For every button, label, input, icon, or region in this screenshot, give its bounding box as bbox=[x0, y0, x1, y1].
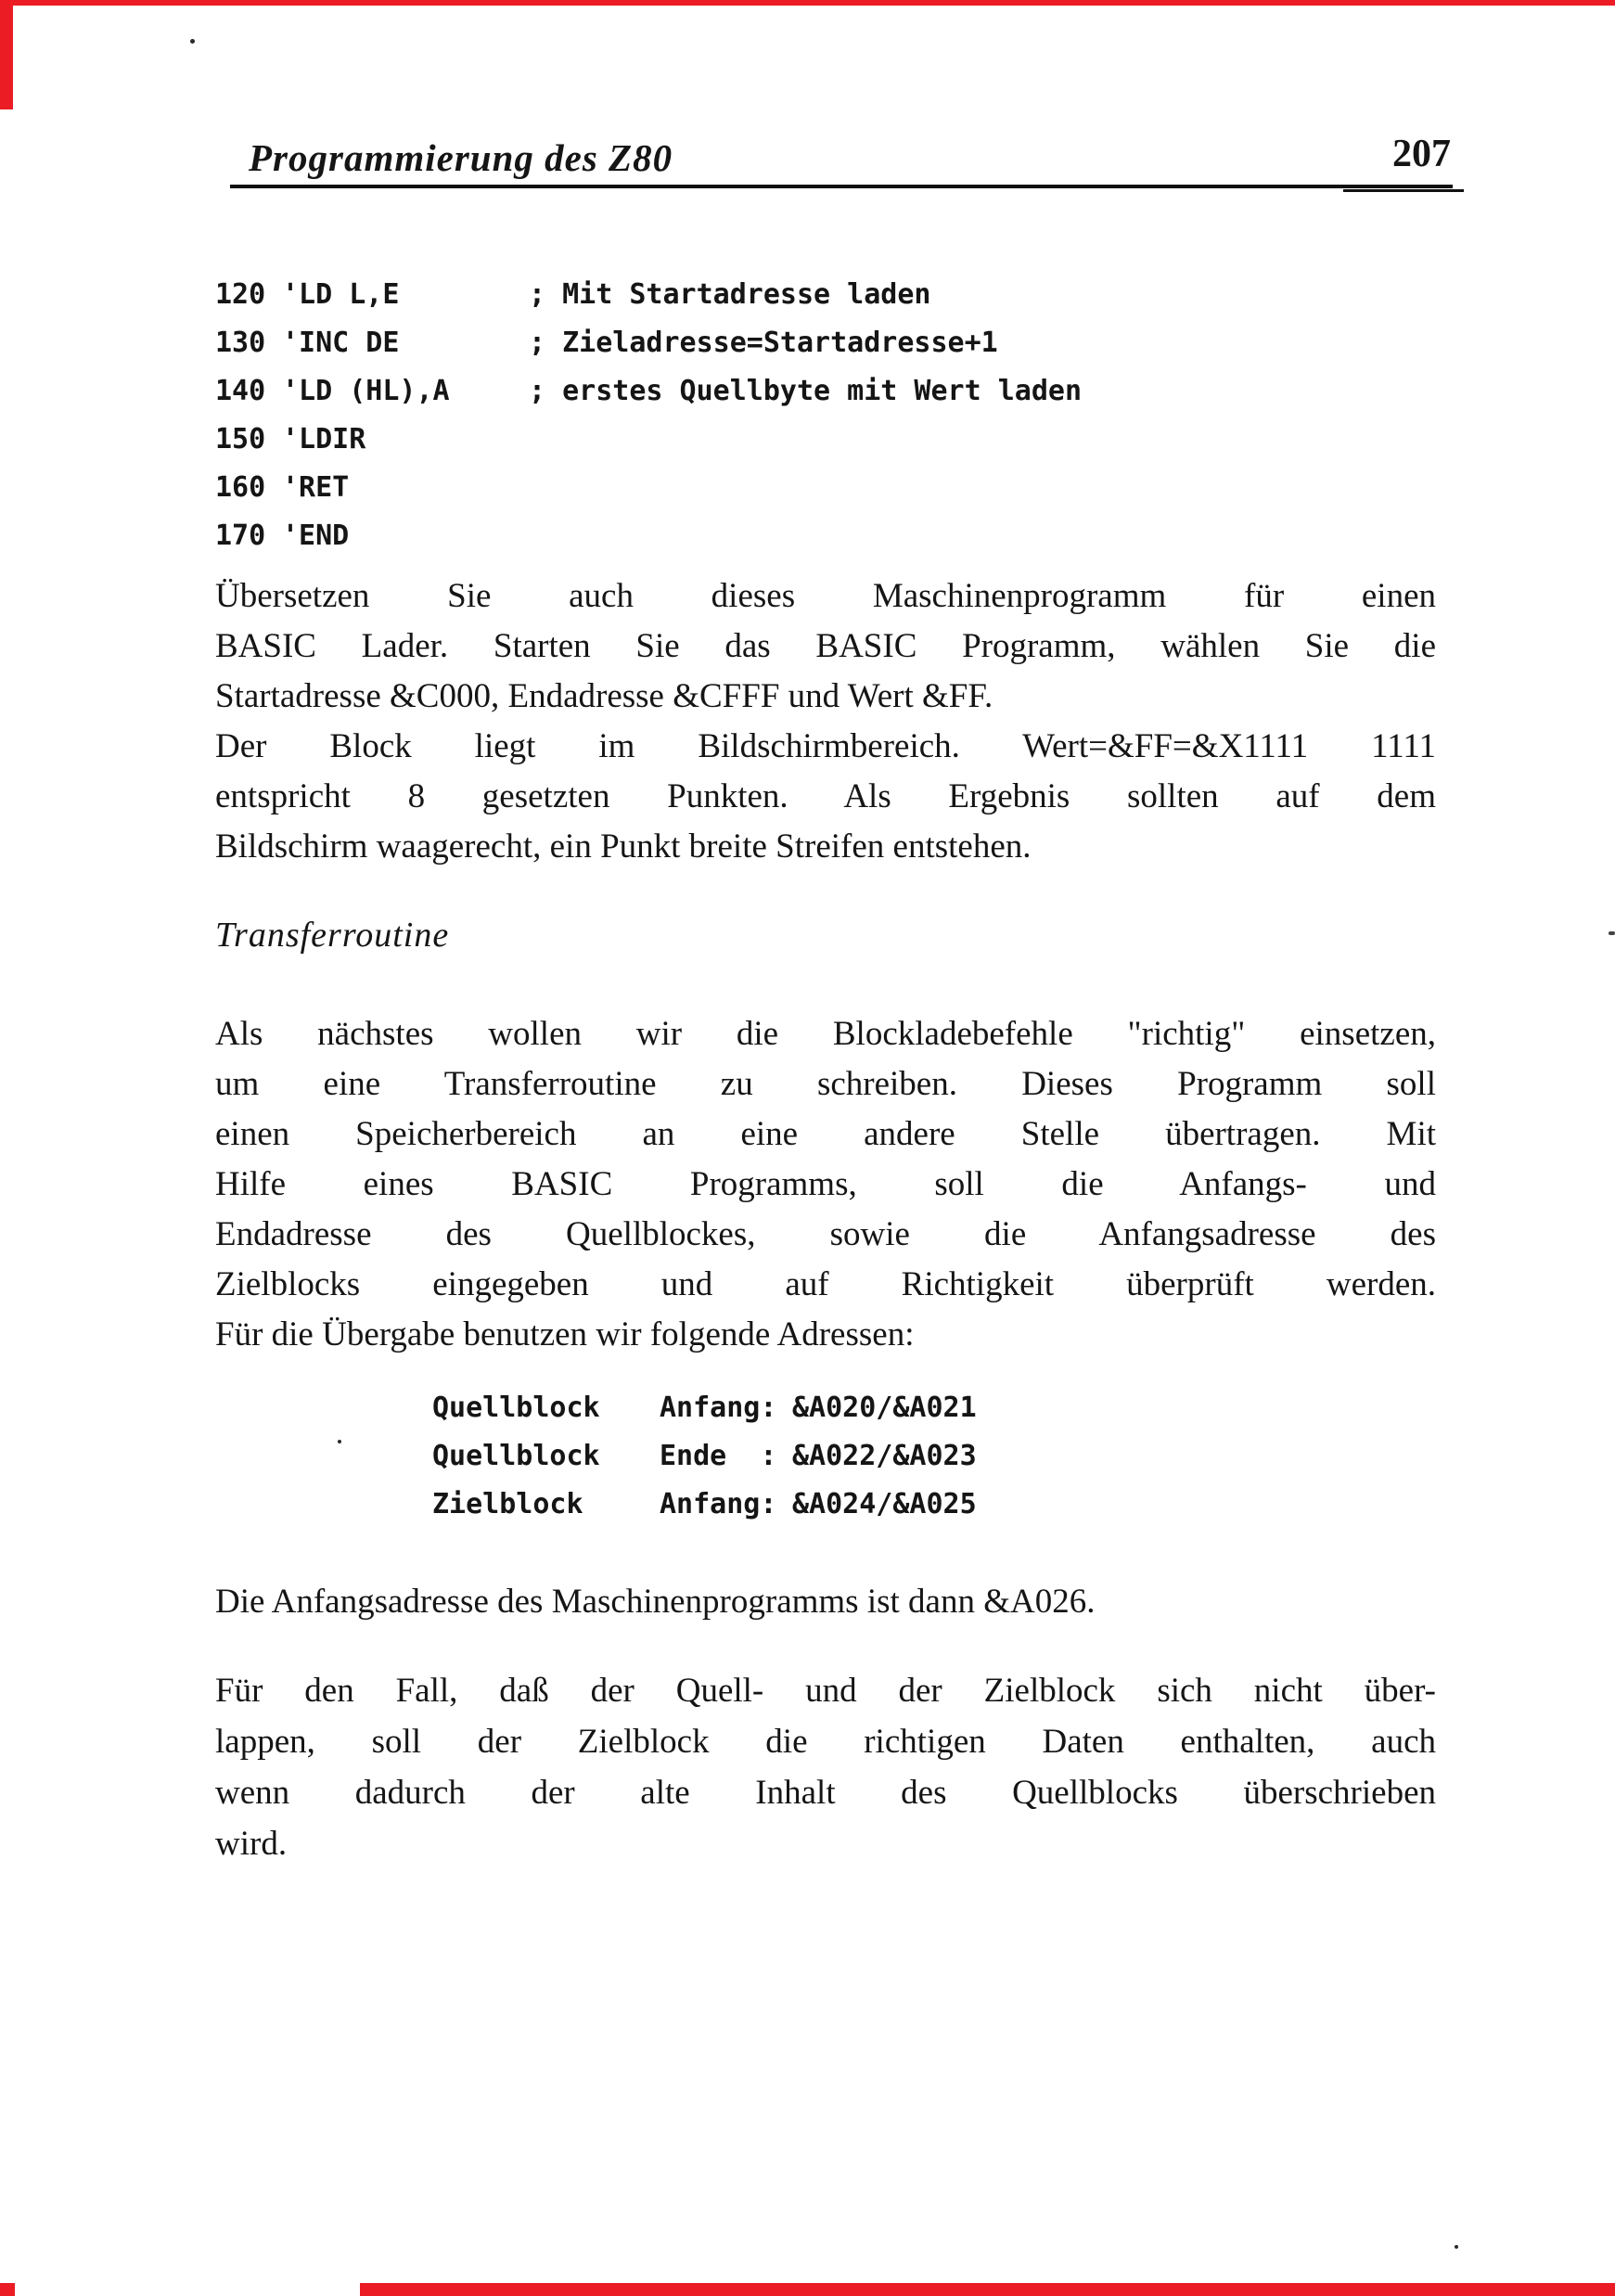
code-line bbox=[215, 416, 1082, 464]
code-line-number: 120 bbox=[215, 278, 266, 311]
paragraph-line: Für den Fall, daß der Quell- und der Zielblock sich nicht über- bbox=[215, 1672, 1436, 1710]
address-row bbox=[432, 1481, 977, 1529]
code-comment: ; erstes Quellbyte mit Wert laden bbox=[529, 375, 1083, 407]
scan-artifact-dot bbox=[1455, 2245, 1458, 2249]
code-instruction: 'LD L,E bbox=[282, 278, 400, 311]
paragraph-line: wenn dadurch der alte Inhalt des Quellblocks überschrieben bbox=[215, 1774, 1436, 1812]
code-instruction: 'END bbox=[282, 519, 350, 552]
scan-edge-left-red-bar bbox=[0, 0, 13, 109]
address-value: &A024/&A025 bbox=[792, 1488, 977, 1520]
section-heading-transferroutine: Transferroutine bbox=[215, 916, 450, 955]
code-line bbox=[215, 367, 1082, 416]
paragraph-uebersetzen bbox=[215, 571, 1436, 872]
code-listing bbox=[215, 271, 1082, 560]
code-comment: ; Zieladresse=Startadresse+1 bbox=[529, 327, 998, 359]
address-field-name: Ende : bbox=[660, 1440, 777, 1472]
paragraph-line: Startadresse &C000, Endadresse &CFFF und Wert &FF. bbox=[215, 677, 993, 715]
paragraph-fuer-den-fall bbox=[215, 1665, 1436, 1869]
scan-artifact-dash bbox=[1609, 931, 1615, 935]
code-instruction: 'RET bbox=[282, 471, 350, 504]
code-line-number: 130 bbox=[215, 327, 266, 359]
header-rule-page-number-underline bbox=[1343, 189, 1464, 192]
code-line-number: 140 bbox=[215, 375, 266, 407]
code-instruction: 'LDIR bbox=[282, 423, 366, 455]
paragraph-line: wird. bbox=[215, 1825, 288, 1863]
code-instruction: 'INC DE bbox=[282, 327, 400, 359]
address-block-label: Zielblock bbox=[432, 1488, 583, 1520]
code-line-number: 170 bbox=[215, 519, 266, 552]
scan-edge-bottom-red-strip bbox=[360, 2283, 1615, 2296]
code-line bbox=[215, 512, 1082, 560]
address-field-name: Anfang: bbox=[660, 1392, 777, 1424]
code-line bbox=[215, 319, 1082, 367]
code-line bbox=[215, 271, 1082, 319]
paragraph-line: entspricht 8 gesetzten Punkten. Als Ergebnis sollten auf dem bbox=[215, 777, 1436, 815]
address-value: &A020/&A021 bbox=[792, 1392, 977, 1424]
paragraph-line: lappen, soll der Zielblock die richtigen Daten enthalten, auch bbox=[215, 1723, 1436, 1761]
sentence-anfangsadresse: Die Anfangsadresse des Maschinenprogramms ist dann &A026. bbox=[215, 1583, 1096, 1621]
address-block-label: Quellblock bbox=[432, 1440, 600, 1472]
scan-artifact-dot bbox=[190, 39, 195, 44]
paragraph-line: Hilfe eines BASIC Programms, soll die Anfangs- und bbox=[215, 1165, 1436, 1203]
paragraph-line: um eine Transferroutine zu schreiben. Dieses Programm soll bbox=[215, 1065, 1436, 1103]
header-rule bbox=[230, 185, 1453, 188]
address-value: &A022/&A023 bbox=[792, 1440, 977, 1472]
address-table bbox=[432, 1384, 977, 1529]
scan-edge-top-red-strip bbox=[0, 0, 1615, 6]
paragraph-line: Bildschirm waagerecht, ein Punkt breite Streifen entstehen. bbox=[215, 827, 1032, 866]
paragraph-als-naechstes bbox=[215, 1009, 1436, 1360]
code-instruction: 'LD (HL),A bbox=[282, 375, 450, 407]
code-line bbox=[215, 464, 1082, 512]
scan-edge-bottom-left-red-mark bbox=[0, 2283, 15, 2296]
address-block-label: Quellblock bbox=[432, 1392, 600, 1424]
paragraph-line: Als nächstes wollen wir die Blockladebefehle "richtig" einsetzen, bbox=[215, 1015, 1436, 1053]
paragraph-line: BASIC Lader. Starten Sie das BASIC Programm, wählen Sie die bbox=[215, 627, 1436, 665]
code-line-number: 160 bbox=[215, 471, 266, 504]
paragraph-line: Übersetzen Sie auch dieses Maschinenprogramm für einen bbox=[215, 577, 1436, 615]
paragraph-line: Für die Übergabe benutzen wir folgende Adressen: bbox=[215, 1315, 915, 1353]
paragraph-line: Der Block liegt im Bildschirmbereich. Wert=&FF=&X1111 1111 bbox=[215, 727, 1436, 765]
code-line-number: 150 bbox=[215, 423, 266, 455]
code-comment: ; Mit Startadresse laden bbox=[529, 278, 931, 311]
paragraph-line: Endadresse des Quellblockes, sowie die Anfangsadresse des bbox=[215, 1215, 1436, 1253]
page-title: Programmierung des Z80 bbox=[249, 136, 673, 179]
scan-artifact-dot bbox=[338, 1440, 341, 1443]
address-row bbox=[432, 1432, 977, 1481]
page-number: 207 bbox=[1392, 133, 1451, 175]
paragraph-line: Zielblocks eingegeben und auf Richtigkeit überprüft werden. bbox=[215, 1265, 1436, 1303]
address-row bbox=[432, 1384, 977, 1432]
paragraph-line: einen Speicherbereich an eine andere Stelle übertragen. Mit bbox=[215, 1115, 1436, 1153]
address-field-name: Anfang: bbox=[660, 1488, 777, 1520]
